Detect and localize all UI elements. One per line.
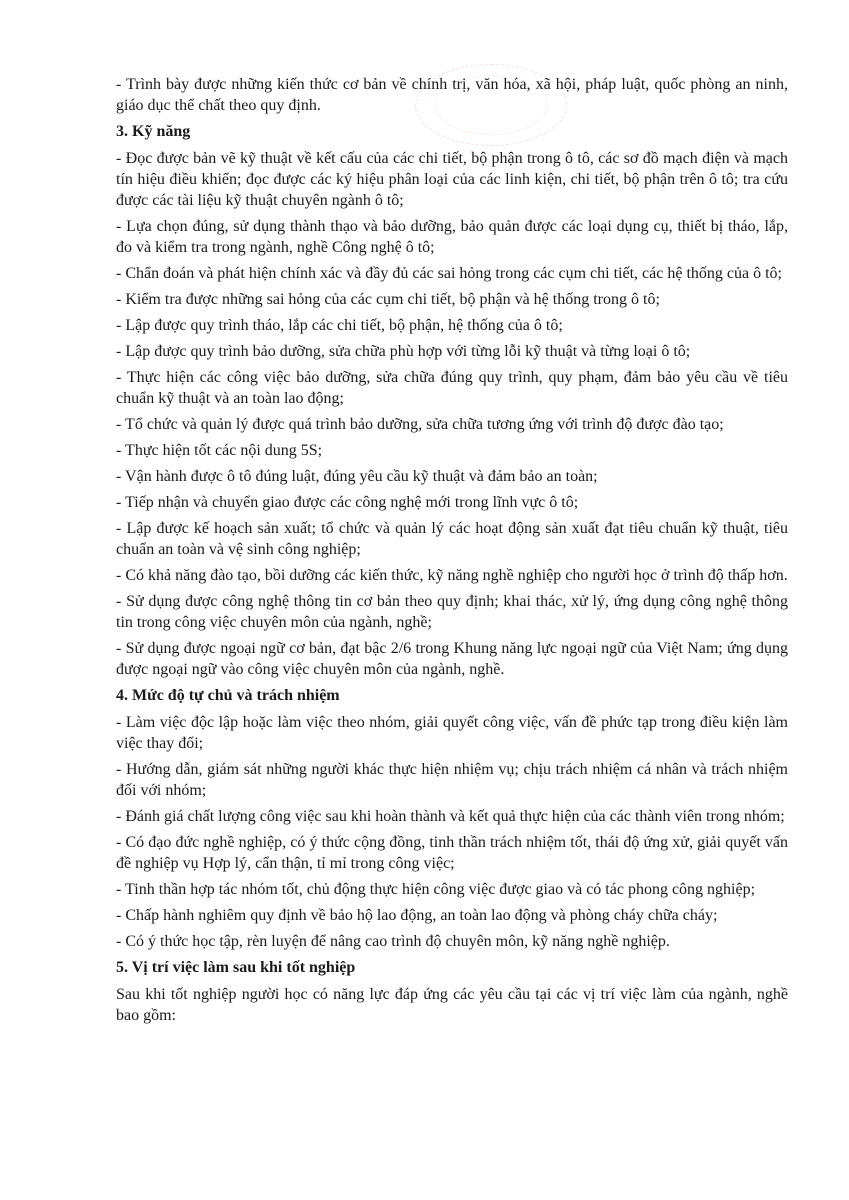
paragraph: - Tổ chức và quản lý được quá trình bảo dưỡng, sửa chữa tương ứng với trình độ được đào tạo; <box>116 416 724 433</box>
paragraph: - Trình bày được những kiến thức cơ bản về chính trị, văn hóa, xã hội, pháp luật, quốc phòng an ninh, giáo dục thể chất theo quy định. <box>116 76 788 114</box>
paragraph: - Có đạo đức nghề nghiệp, có ý thức cộng đồng, tinh thần trách nhiệm tốt, thái độ ứng xử, giải quyết vấn đề nghiệp vụ Hợp lý, cẩn thận, tỉ mỉ trong công việc; <box>116 834 788 872</box>
paragraph: - Đánh giá chất lượng công việc sau khi hoàn thành và kết quả thực hiện của các thành viên trong nhóm; <box>116 808 785 825</box>
paragraph: - Kiểm tra được những sai hỏng của các cụm chi tiết, bộ phận và hệ thống trong ô tô; <box>116 291 660 308</box>
paragraph: - Thực hiện các công việc bảo dưỡng, sửa chữa đúng quy trình, quy phạm, đảm bảo yêu cầu về tiêu chuẩn kỹ thuật và an toàn lao động; <box>116 369 788 407</box>
paragraph: - Có khả năng đào tạo, bồi dưỡng các kiến thức, kỹ năng nghề nghiệp cho người học ở trình độ thấp hơn. <box>116 567 788 584</box>
document-page <box>116 74 788 1031</box>
paragraph: - Lập được kế hoạch sản xuất; tổ chức và quản lý các hoạt động sản xuất đạt tiêu chuẩn kỹ thuật, tiêu chuẩn an toàn và vệ sinh công nghiệp; <box>116 520 788 558</box>
paragraph: - Sử dụng được công nghệ thông tin cơ bản theo quy định; khai thác, xử lý, ứng dụng công nghệ thông tin trong công việc chuyên môn của ngành, nghề; <box>116 593 788 631</box>
paragraph: - Hướng dẫn, giám sát những người khác thực hiện nhiệm vụ; chịu trách nhiệm cá nhân và trách nhiệm đối với nhóm; <box>116 761 788 799</box>
paragraph: - Đọc được bản vẽ kỹ thuật về kết cấu của các chi tiết, bộ phận trong ô tô, các sơ đồ mạch điện và mạch tín hiệu điều khiển; đọc được các ký hiệu phân loại của các linh kiện, chi tiết, bộ phận trên ô tô; tra cứu được các tài liệu kỹ thuật chuyên ngành ô tô; <box>116 150 788 209</box>
paragraph: - Tinh thần hợp tác nhóm tốt, chủ động thực hiện công việc được giao và có tác phong công nghiệp; <box>116 881 756 898</box>
paragraph: - Lựa chọn đúng, sử dụng thành thạo và bảo dưỡng, bảo quản được các loại dụng cụ, thiết bị tháo, lắp, đo và kiểm tra trong ngành, nghề Công nghệ ô tô; <box>116 218 788 256</box>
paragraph: - Tiếp nhận và chuyển giao được các công nghệ mới trong lĩnh vực ô tô; <box>116 494 579 511</box>
paragraph: - Chẩn đoán và phát hiện chính xác và đầy đủ các sai hỏng trong các cụm chi tiết, các hệ thống của ô tô; <box>116 265 782 282</box>
paragraph: - Thực hiện tốt các nội dung 5S; <box>116 442 323 459</box>
paragraph: - Sử dụng được ngoại ngữ cơ bản, đạt bậc 2/6 trong Khung năng lực ngoại ngữ của Việt Nam; ứng dụng được ngoại ngữ vào công việc chuyên môn của ngành, nghề. <box>116 640 788 678</box>
paragraph: - Vận hành được ô tô đúng luật, đúng yêu cầu kỹ thuật và đảm bảo an toàn; <box>116 468 598 485</box>
paragraph: Sau khi tốt nghiệp người học có năng lực đáp ứng các yêu cầu tại các vị trí việc làm của ngành, nghề bao gồm: <box>116 986 788 1024</box>
paragraph: - Chấp hành nghiêm quy định về bảo hộ lao động, an toàn lao động và phòng cháy chữa cháy; <box>116 907 718 924</box>
section-heading: 5. Vị trí việc làm sau khi tốt nghiệp <box>116 959 356 976</box>
section-heading: 3. Kỹ năng <box>116 123 191 140</box>
section-heading: 4. Mức độ tự chủ và trách nhiệm <box>116 687 340 704</box>
paragraph: - Lập được quy trình tháo, lắp các chi tiết, bộ phận, hệ thống của ô tô; <box>116 317 563 334</box>
paragraph: - Có ý thức học tập, rèn luyện để nâng cao trình độ chuyên môn, kỹ năng nghề nghiệp. <box>116 933 670 950</box>
paragraph: - Làm việc độc lập hoặc làm việc theo nhóm, giải quyết công việc, vấn đề phức tạp trong điều kiện làm việc thay đổi; <box>116 714 788 752</box>
paragraph: - Lập được quy trình bảo dưỡng, sửa chữa phù hợp với từng lỗi kỹ thuật và từng loại ô tô; <box>116 343 691 360</box>
